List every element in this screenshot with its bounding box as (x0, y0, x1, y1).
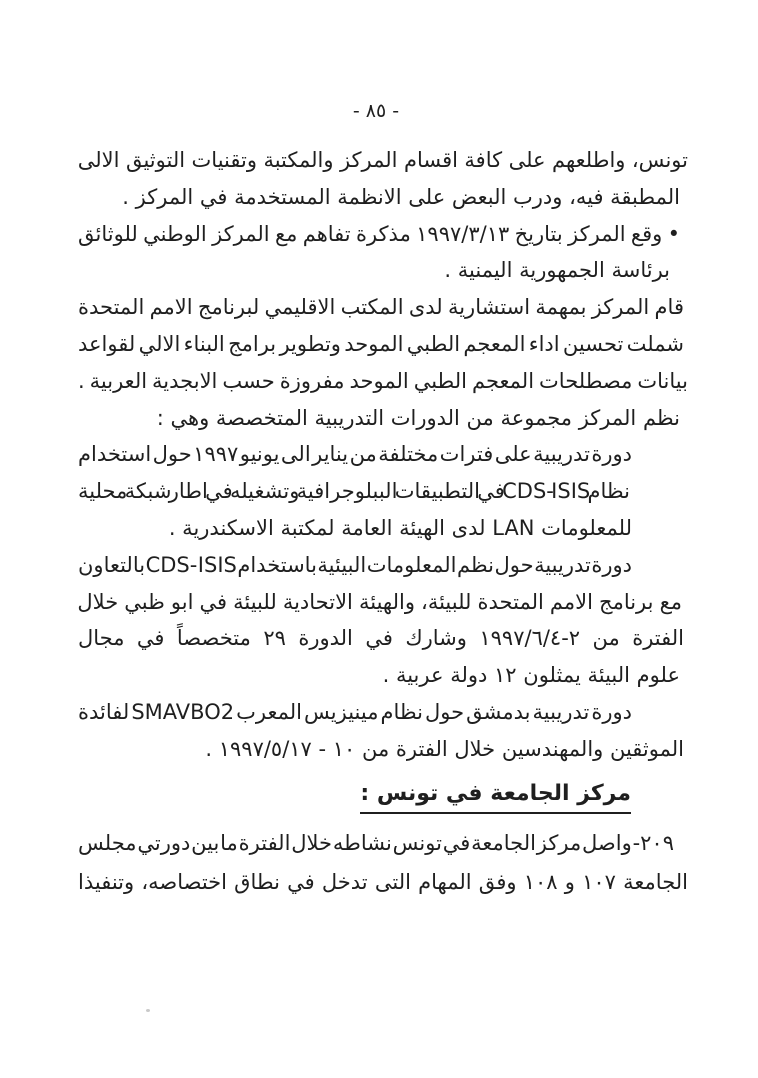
text-line-content: بيانات مصطلحات المعجم الطبي الموحد مفروزة حسب الابجدية العربية . (77, 368, 688, 393)
text-line-content: المطبقة فيه، ودرب البعض على الانظمة المستخدمة في المركز . (122, 184, 680, 209)
text-line-content: للمعلومات LAN لدى الهيئة العامة لمكتبة الاسكندرية . (168, 515, 632, 540)
text-line-content: دورة تدريبية على فترات مختلفة من يناير الى يونيو ١٩٩٧ حول استخدام (78, 442, 632, 467)
text-line (78, 326, 688, 363)
text-line (78, 473, 688, 510)
text-line-content: شملت تحسين اداء المعجم الطبي الموحد وتطوير برامج البناء الالي لقواعد (78, 331, 684, 356)
text-line (78, 863, 688, 902)
text-line-content: نظام CDS- ISIS في التطبيقات الببلوجرافية وتشغيله في اطار شبكة محلية (78, 479, 630, 504)
text-line-content: • وقع المركز بتاريخ ١٩٩٧/٣/١٣ مذكرة تفاهم مع المركز الوطني للوثائق (78, 221, 680, 246)
text-line (78, 547, 688, 584)
text-line-content: الموثقين والمهندسين خلال الفترة من ١٠ - ١٩٩٧/٥/١٧ . (205, 736, 684, 761)
text-line-content: دورة تدريبية بدمشق حول نظام مينيزيس المعرب SMAVBO2 لفائدة (78, 699, 632, 724)
section-heading-text: مركز الجامعة في تونس : (360, 779, 631, 814)
scan-artifact-speck (146, 1009, 150, 1012)
text-line (78, 400, 688, 437)
text-line (78, 694, 688, 731)
text-line-content: علوم البيئة يمثلون ١٢ دولة عربية . (382, 663, 680, 688)
text-line-content: تونس، واطلعهم على كافة اقسام المركز والمكتبة وتقنيات التوثيق الالى (77, 148, 688, 172)
text-line (78, 436, 688, 473)
text-line (78, 216, 688, 253)
text-line (78, 620, 688, 657)
text-line-content: دورة تدريبية حول نظم المعلومات البيئية باستخدام CDS- ISIS بالتعاون (78, 552, 632, 577)
text-line (78, 510, 688, 547)
page-number: - ٨٥ - (352, 100, 400, 122)
text-line-content: الجامعة ١٠٧ و ١٠٨ وفق المهام التى تدخل في نطاق اختصاصه، وتنفيذا (78, 869, 688, 894)
body-text-block (78, 142, 688, 768)
numbered-paragraph-block (78, 824, 688, 901)
text-line (78, 289, 688, 326)
text-line (78, 731, 688, 768)
text-line (78, 657, 688, 694)
text-line (78, 142, 688, 179)
text-line-content: برئاسة الجمهورية اليمنية . (444, 258, 670, 283)
text-line (78, 179, 688, 216)
text-line (78, 363, 688, 400)
section-heading (78, 779, 688, 814)
text-line-content: ٢٠٩- واصل مركز الجامعة في تونس نشاطه خلال الفترة ما بين دورتي مجلس (78, 831, 674, 855)
text-line (78, 824, 688, 863)
text-line-content: مع برنامج الامم المتحدة للبيئة، والهيئة الاتحادية للبيئة في ابو ظبي خلال (77, 589, 682, 614)
text-line-content: الفترة من ٢-١٩٩٧/٦/٤ وشارك في الدورة ٢٩ متخصصاً في مجال (78, 626, 684, 651)
text-line (78, 252, 688, 289)
text-line-content: قام المركز بمهمة استشارية لدى المكتب الاقليمي لبرنامج الامم المتحدة (78, 295, 684, 320)
text-line (78, 584, 688, 621)
text-line-content: نظم المركز مجموعة من الدورات التدريبية المتخصصة وهي : (156, 405, 680, 430)
